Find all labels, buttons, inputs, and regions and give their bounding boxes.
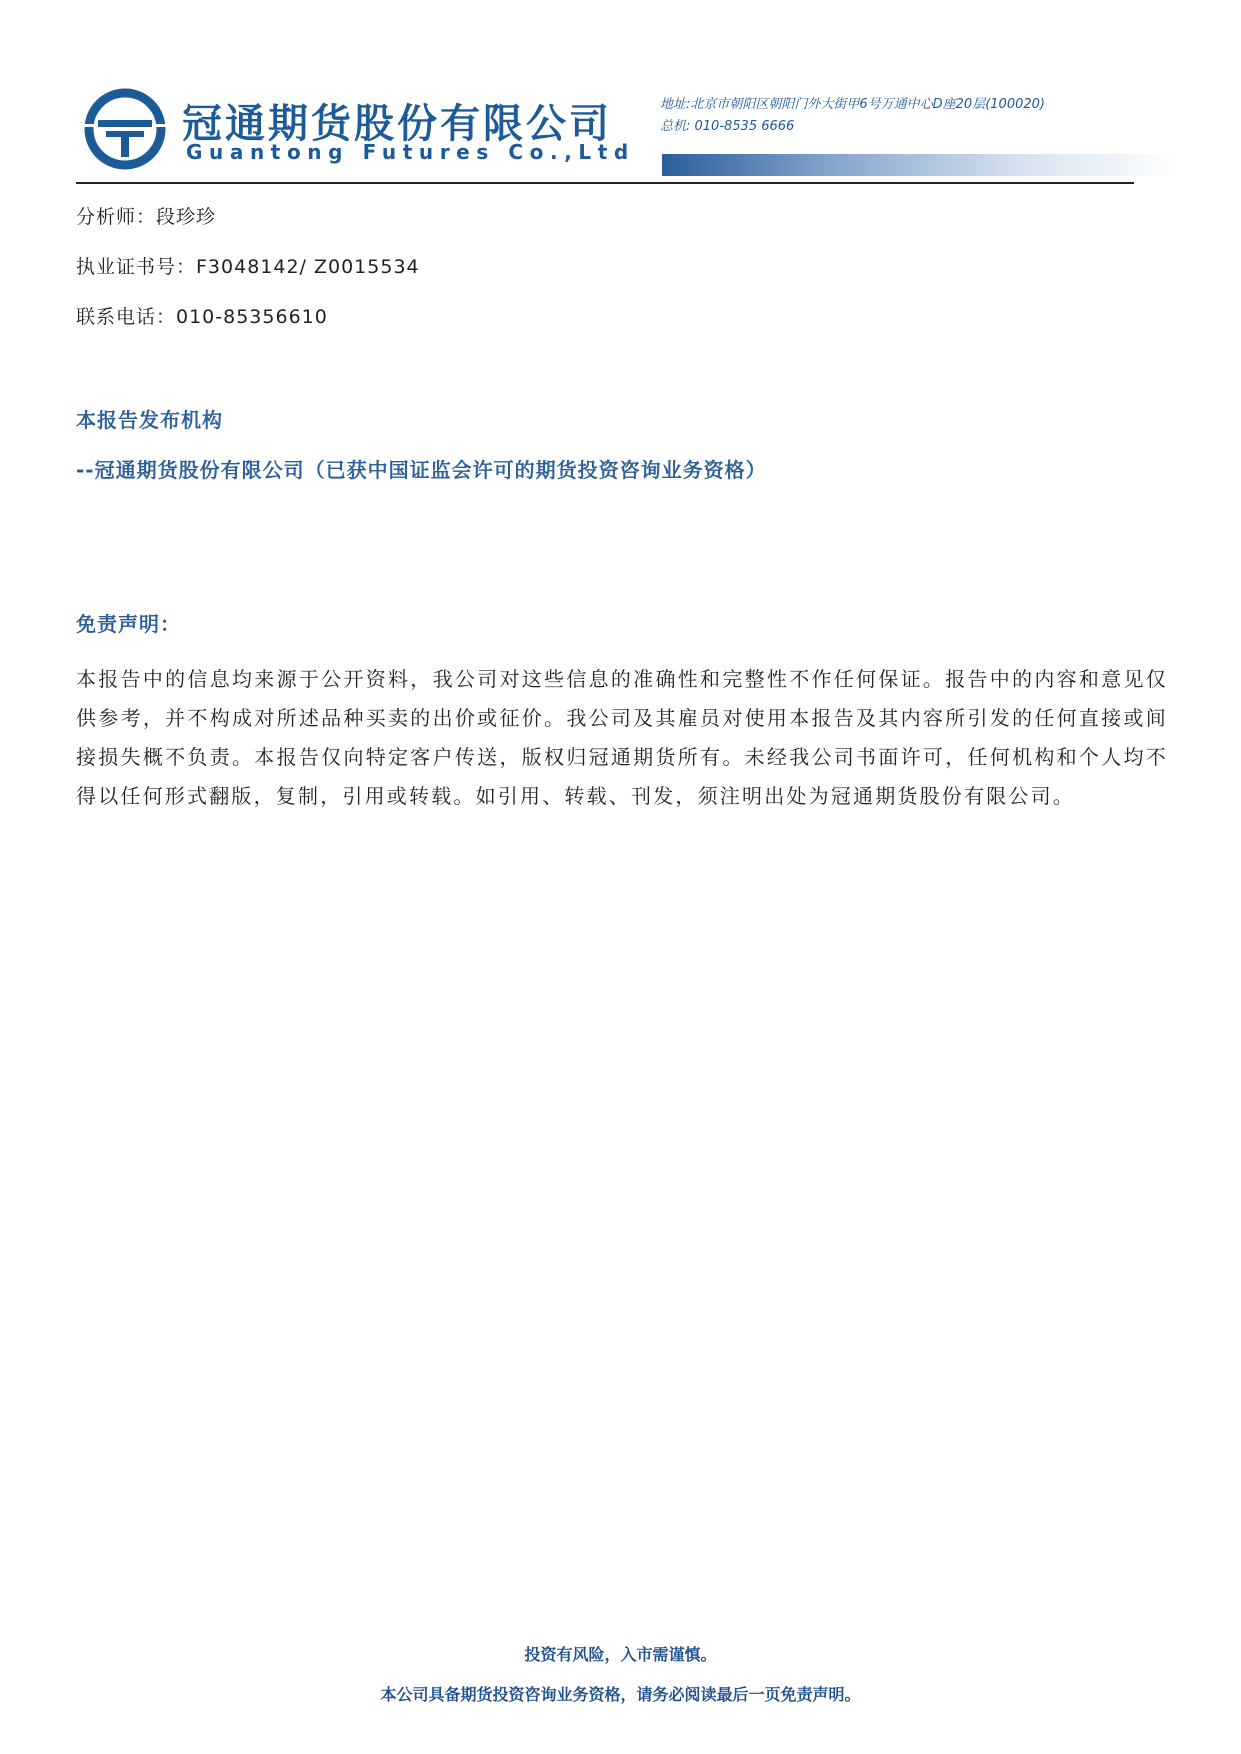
footer-disclaimer-note: 本公司具备期货投资咨询业务资格，请务必阅读最后一页免责声明。 bbox=[380, 1685, 861, 1704]
company-contact bbox=[660, 94, 1045, 138]
company-name-en: Guantong Futures Co.,Ltd bbox=[186, 140, 635, 164]
publisher-heading: 本报告发布机构 bbox=[76, 408, 223, 432]
footer-risk-warning: 投资有风险，入市需谨慎。 bbox=[524, 1645, 717, 1664]
publisher-detail: --冠通期货股份有限公司（已获中国证监会许可的期货投资咨询业务资格） bbox=[76, 458, 767, 482]
analyst-phone: 联系电话：010-85356610 bbox=[76, 306, 328, 328]
disclaimer-body: 本报告中的信息均来源于公开资料，我公司对这些信息的准确性和完整性不作任何保证。报告中的内容和意见仅供参考，并不构成对所述品种买卖的出价或征价。我公司及其雇员对使用本报告及其内容所引发的任何直接或间接损失概不负责。本报告仅向特定客户传送，版权归冠通期货所有。未经我公司书面许可，任何机构和个人均不得以任何形式翻版，复制，引用或转载。如引用、转载、刊发，须注明出处为冠通期货股份有限公司。 bbox=[76, 667, 1168, 808]
header-divider bbox=[76, 182, 1134, 184]
company-address: 地址:北京市朝阳区朝阳门外大街甲6号万通中心D座20层(100020) bbox=[660, 97, 1045, 112]
company-name-cn: 冠通期货股份有限公司 bbox=[182, 101, 612, 147]
analyst-license: 执业证书号：F3048142/ Z0015534 bbox=[76, 256, 420, 278]
analyst-name: 分析师：段珍珍 bbox=[76, 206, 217, 228]
disclaimer-heading: 免责声明： bbox=[76, 612, 181, 636]
company-phone: 总机: 010-8535 6666 bbox=[660, 119, 795, 134]
header-gradient-bar bbox=[662, 154, 1180, 176]
company-logo-icon bbox=[84, 88, 166, 170]
